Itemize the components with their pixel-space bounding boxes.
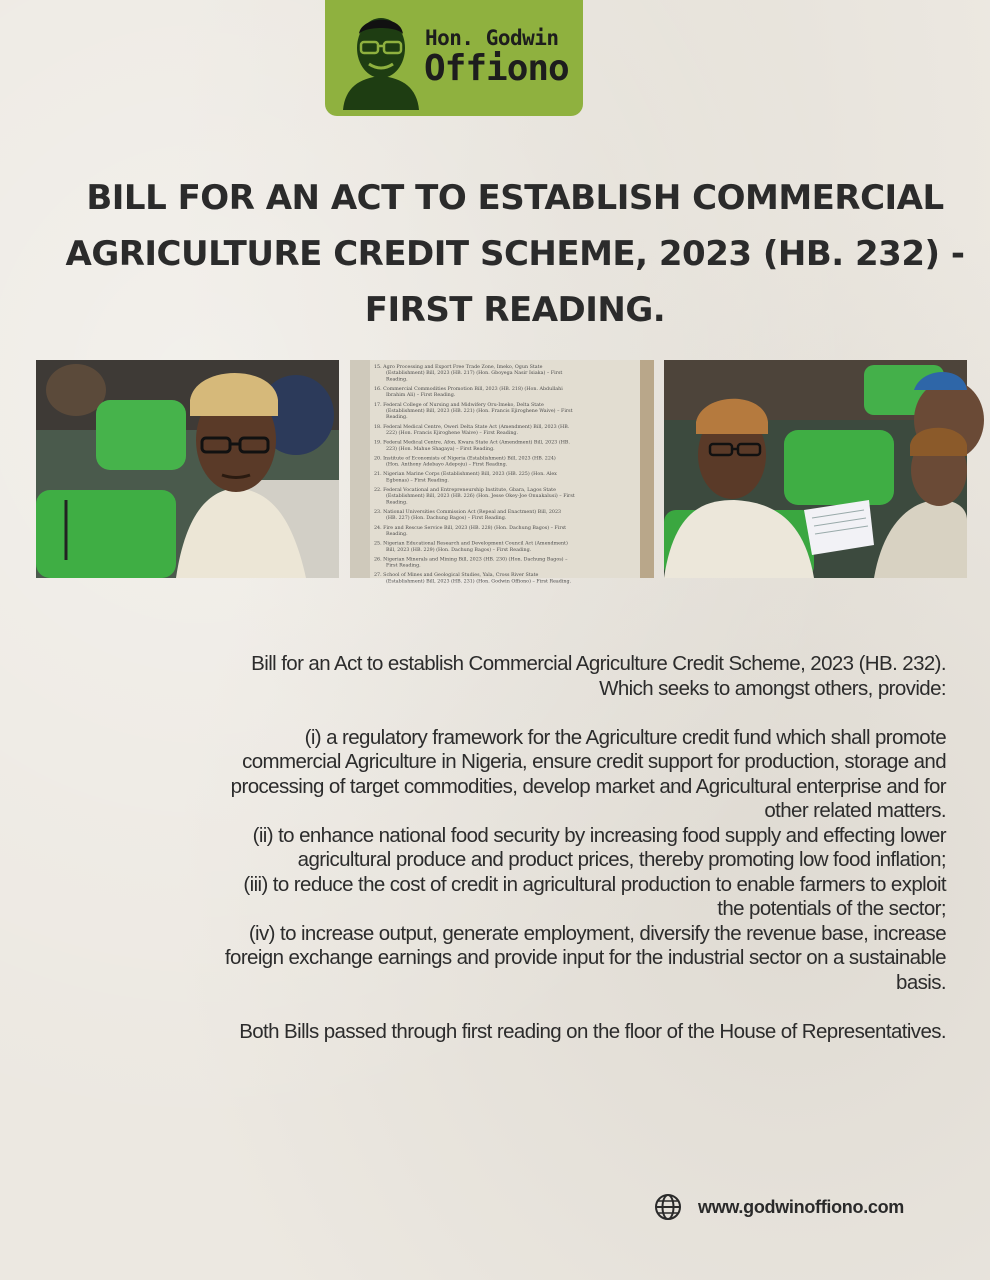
document-line: 20. Institute of Economists of Nigeria (Establishment) Bill, 2023 (HB. 224) [374,456,556,462]
footer [654,1192,904,1222]
provision-ii-line-2: agricultural produce and product prices, thereby promoting low food inflation; [297,848,946,871]
document-line: (Establishment) Bill, 2023 (HB. 226) (Hon. Jesse Okey-Joe Onuakalusi) – First [386,494,575,500]
document-line: Reading. [386,377,408,383]
document-line: 17. Federal College of Nursing and Midwifery Oru-Imeko, Delta State [374,402,544,408]
provision-iii-line-2: the potentials of the sector; [717,897,946,920]
provision-i-line-4: other related matters. [764,799,946,822]
document-line: 26. Nigerian Minerals and Mining Bill, 2023 (HB. 230) (Hon. Dachung Bagos) – [374,557,568,563]
document-line: 15. Agro Processing and Export Free Trade Zone, Imeko, Ogun State [374,365,543,370]
website-link[interactable]: www.godwinoffiono.com [698,1196,905,1217]
bill-description [50,652,946,1044]
document-line: 22. Federal Vocational and Entrepreneurship Institute, Gbara, Lagos State [374,488,556,493]
title-line-2: AGRICULTURE CREDIT SCHEME, 2023 (HB. 232) - [65,234,965,274]
title-line-1: BILL FOR AN ACT TO ESTABLISH COMMERCIAL [86,178,944,218]
provision-iv-line-1: (iv) to increase output, generate employment, diversify the revenue base, increase [248,921,946,945]
legislator-seated-photo [36,360,339,578]
document-line: (Establishment) Bill, 2023 (HB. 217) (Hon. Gboyega Nasir Isiaka) – First [386,371,563,377]
document-line: 223) (Hon. Mahue Shagaya) – First Reading. [386,446,495,452]
document-line: 19. Federal Medical Centre, Afon, Kwara State Act (Amendment) Bill, 2023 (HB. [374,440,570,446]
document-line: (Establishment) Bill, 2023 (HB. 231) (Hon. Godwin Offiono) – First Reading. [386,579,572,585]
document-line: 24. Fire and Rescue Service Bill, 2023 (HB. 228) (Hon. Dachung Bagos) – First [374,525,567,531]
provision-iv-line-3: basis. [896,970,946,994]
document-line: 18. Federal Medical Centre, Oweri Delta State Act (Amendment) Bill, 2023 (HB. [374,424,570,430]
document-line: (HB. 227) (Hon. Dachung Bagos) – First Reading. [386,516,507,522]
document-line: (Establishment) Bill, 2023 (HB. 221) (Hon. Francis Ejiroghene Waive) – First [386,409,573,414]
logo-honorific: Hon. Godwin [425,26,559,50]
document-line: Reading. [386,500,408,506]
document-line: 222) (Hon. Francis Ejiroghene Waive) – First Reading. [386,431,519,436]
order-paper-document-photo [350,360,654,585]
intro-line-2: Which seeks to amongst others, provide: [599,676,946,700]
document-line: 21. Nigerian Marine Corps (Establishment) Bill, 2023 (HB. 225) (Hon. Alex [374,472,557,478]
document-line: Ibrahim Ali) – First Reading. [386,393,456,399]
document-line: 27. School of Mines and Geological Studies, Yala, Cross River State [374,573,539,579]
provision-iii-line-1: (iii) to reduce the cost of credit in agricultural production to enable farmers to exploit [243,872,946,896]
closing-statement: Both Bills passed through first reading on the floor of the House of Representatives. [239,1019,946,1043]
intro-line-1: Bill for an Act to establish Commercial Agriculture Credit Scheme, 2023 (HB. 232). [251,652,946,675]
document-line: 25. Nigerian Educational Research and Development Council Act (Amendment) [374,541,568,547]
logo-name: Offiono [424,48,569,89]
provision-i-line-3: processing of target commodities, develop market and Agricultural enterprise and for [230,774,946,798]
document-line: Bill, 2023 (HB. 229) (Hon. Dachung Bagos) – First Reading. [386,547,532,553]
title-line-3: FIRST READING. [364,290,666,330]
document-line: (Hon. Anthony Adebayo Adepoju) – First Reading. [386,462,508,468]
provision-i-line-2: commercial Agriculture in Nigeria, ensure credit support for production, storage and [242,750,946,773]
provision-i-line-1: (i) a regulatory framework for the Agriculture credit fund which shall promote [304,725,946,749]
logo-badge [325,0,583,116]
provision-iv-line-2: foreign exchange earnings and provide input for the industrial sector on a sustainable [224,946,946,969]
document-line: Reading. [386,415,408,421]
document-line: First Reading. [386,563,421,569]
document-line: 16. Commercial Commodities Promotion Bill, 2023 (HB. 218) (Hon. Abdullahi [374,387,563,392]
provision-ii-line-1: (ii) to enhance national food security by increasing food supply and effecting lower [252,823,946,847]
document-line: 23. National Universities Commission Act (Repeal and Enactment) Bill, 2023 [374,510,562,515]
document-line: Reading. [386,532,408,537]
legislator-reading-photo [664,360,967,578]
document-line: Egbonas) – First Reading. [386,478,449,484]
page-title [40,170,990,338]
portrait-icon [331,4,431,110]
globe-icon [654,1193,682,1221]
